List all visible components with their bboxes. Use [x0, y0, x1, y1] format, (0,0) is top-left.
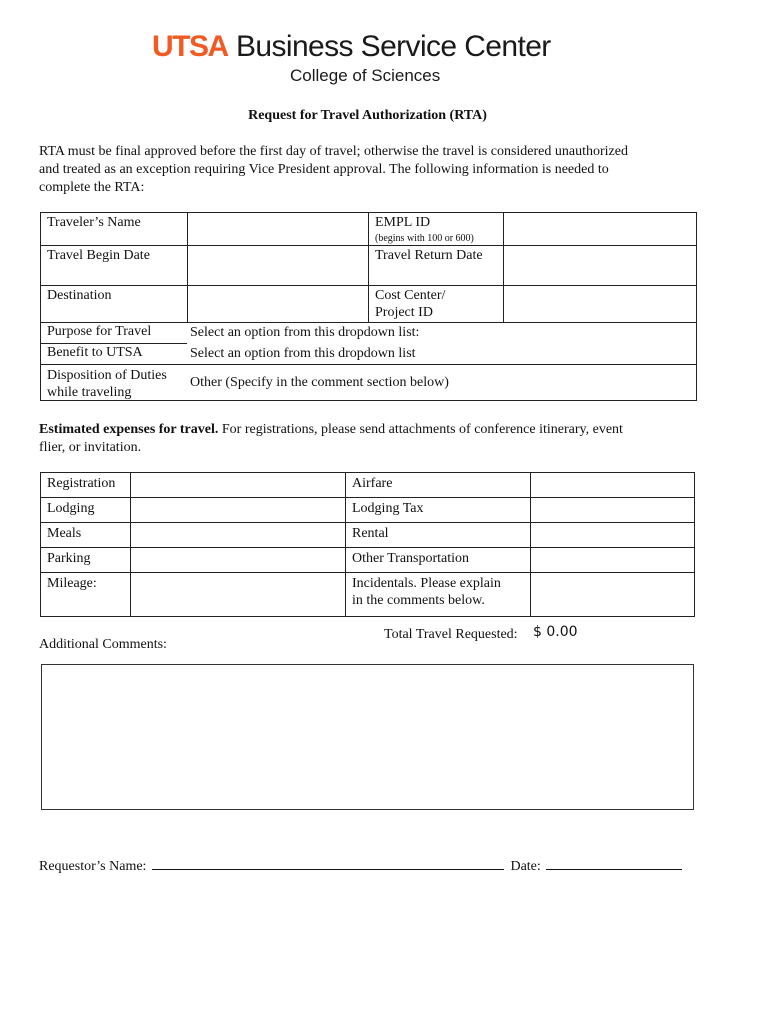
- disposition-label-line: while traveling: [47, 385, 132, 400]
- intro-line: complete the RTA:: [39, 180, 145, 195]
- other-transportation-input[interactable]: [532, 549, 693, 571]
- travel-return-date-label: Travel Return Date: [375, 248, 483, 263]
- lodging-tax-input[interactable]: [532, 499, 693, 521]
- requestor-name-label: Requestor’s Name:: [39, 859, 147, 874]
- other-transportation-label: Other Transportation: [352, 551, 470, 566]
- benefit-dropdown[interactable]: Select an option from this dropdown list: [190, 346, 416, 361]
- airfare-input[interactable]: [532, 474, 693, 496]
- lodging-input[interactable]: [132, 499, 344, 521]
- empl-id-note: (begins with 100 or 600): [375, 233, 474, 244]
- rental-input[interactable]: [532, 524, 693, 546]
- purpose-dropdown[interactable]: Select an option from this dropdown list:: [190, 325, 420, 340]
- incidentals-label: [352, 575, 501, 609]
- intro-line: RTA must be final approved before the first day of travel; otherwise the travel is considered unauthorized: [39, 144, 628, 159]
- cost-center-label-line: Project ID: [375, 305, 433, 320]
- expenses-heading-bold: Estimated expenses for travel.: [39, 422, 219, 437]
- disposition-label-line: Disposition of Duties: [47, 368, 167, 383]
- logo-title: Business Service Center: [236, 30, 551, 63]
- parking-input[interactable]: [132, 549, 344, 571]
- additional-comments-textarea[interactable]: [41, 664, 694, 810]
- lodging-label: Lodging: [47, 501, 95, 516]
- rental-label: Rental: [352, 526, 389, 541]
- total-travel-label: Total Travel Requested:: [384, 627, 518, 642]
- parking-label: Parking: [47, 551, 91, 566]
- travel-begin-date-label: Travel Begin Date: [47, 248, 150, 263]
- airfare-label: Airfare: [352, 476, 393, 491]
- additional-comments-label: Additional Comments:: [39, 637, 167, 652]
- destination-label: Destination: [47, 288, 112, 303]
- cost-center-label-line: Cost Center/: [375, 288, 446, 303]
- travelers-name-label: Traveler’s Name: [47, 215, 141, 230]
- mileage-input[interactable]: [132, 574, 344, 615]
- purpose-label: Purpose for Travel: [47, 324, 152, 339]
- empl-id-label: EMPL ID: [375, 215, 431, 230]
- meals-label: Meals: [47, 526, 82, 541]
- logo-subtitle: College of Sciences: [290, 66, 441, 85]
- registration-label: Registration: [47, 476, 116, 491]
- requestor-name-field[interactable]: [152, 855, 504, 870]
- expenses-heading-text: For registrations, please send attachments of conference itinerary, event: [218, 422, 623, 437]
- expenses-heading-line: flier, or invitation.: [39, 440, 142, 455]
- registration-input[interactable]: [132, 474, 344, 496]
- lodging-tax-label: Lodging Tax: [352, 501, 424, 516]
- date-field[interactable]: [546, 855, 682, 870]
- requestor-name-row: [39, 855, 682, 875]
- total-travel-value[interactable]: $ 0.00: [533, 624, 578, 640]
- intro-line: and treated as an exception requiring Vice President approval. The following information is needed to: [39, 162, 609, 177]
- disposition-dropdown[interactable]: Other (Specify in the comment section below): [190, 375, 449, 390]
- incidentals-input[interactable]: [532, 574, 693, 615]
- utsa-logo: UTSA: [152, 30, 228, 63]
- incidentals-label-line: Incidentals. Please explain: [352, 576, 501, 591]
- date-label: Date:: [510, 859, 541, 874]
- mileage-label: Mileage:: [47, 576, 97, 591]
- meals-input[interactable]: [132, 524, 344, 546]
- incidentals-label-line: in the comments below.: [352, 593, 485, 608]
- document-title: Request for Travel Authorization (RTA): [248, 108, 487, 123]
- benefit-label: Benefit to UTSA: [47, 345, 143, 360]
